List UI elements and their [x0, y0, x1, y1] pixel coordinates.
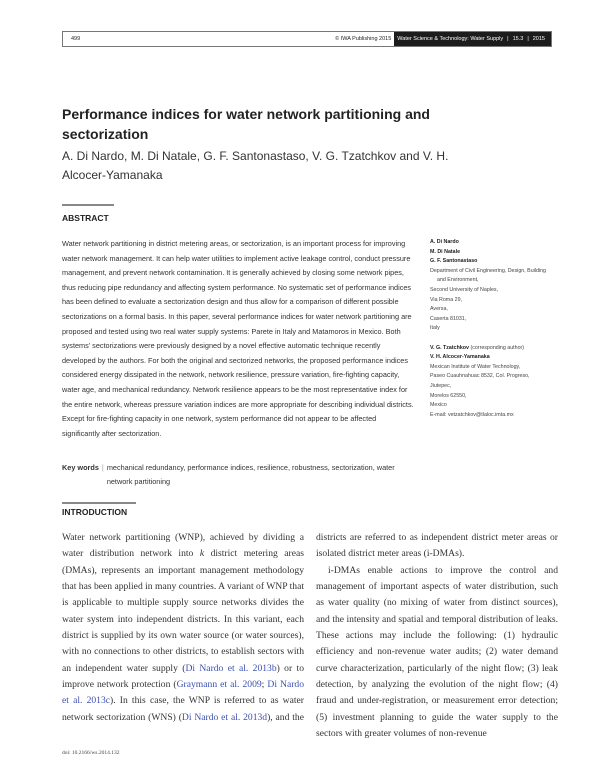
citation-link[interactable]: Di Nardo et al. 2013b: [185, 662, 277, 674]
affil-line: Jiutepec,: [430, 382, 452, 389]
introduction-body: [62, 530, 558, 746]
affil-line: Second University of Naples,: [430, 286, 499, 293]
affil-line: Mexico: [430, 402, 447, 409]
section-rule: [62, 502, 136, 504]
volume: 15.3: [512, 36, 524, 42]
affil-line: Department of Civil Engineering, Design, Building: [430, 267, 547, 274]
page-number: 499: [71, 36, 81, 42]
introduction-heading: INTRODUCTION: [62, 507, 128, 517]
article-title: Performance indices for water network partitioning and sectorization: [62, 106, 430, 142]
body-text: ), and the districts are referred to as independent district meter areas or isolated district meter areas (i-DMAs).: [267, 532, 558, 723]
abstract-heading: ABSTRACT: [62, 213, 109, 223]
author-affiliations: [430, 238, 570, 420]
affil-line: Paseo Cuauhnahuac 8532, Col. Progreso,: [430, 373, 530, 380]
abstract-text: Water network partitioning in district metering areas, or sectorization, is an important process for improving water network management. It can help water utilities to implement active leakage control, conduct pressure management, and prevent network contamination. It is generally achieved by closing some network pipes, thus reducing pipe redundancy and affecting system performance. No systematic set of performance indices has been defined to evaluate a sectorization design and thus allow for a comparison of different possible sectorizations on a formal basis. In this paper, several performance indices for water network partitioning are proposed and tested using two real water supply systems: Parete in Italy and Matamoros in Mexico. Both systems' sectorizations were previously designed by a novel effective automatic technique recently developed by the authors. For both the original and sectorized networks, the proposed performance indices considered energy dissipated in the network, network resilience, pressure variation, fire-fighting capacity, water age, and mechanical redundancy. Network resilience appears to be the most representative index for the entire network, whereas pressure variation indices are more appropriate for describing individual districts. Except for fire-fighting capacity in one network, system performance did not appear to be affected significantly after sectorization.: [62, 239, 414, 438]
body-paragraph: i-DMAs enable actions to improve the control and management of important aspects of water distribution, such as water quality (no mixing of water from distinct sources), and the intensity and spatial and temporal distribution of leaks. These actions may include the following: (1) hydraulic efficiency and non-revenue water audits; (2) water demand curve characterization, particularly of the night flow; (3) leak detection, by analyzing the evolution of the night flow; (4) fraud and under-registration, or measurement error detection; (5) investment planning to guide the water supply to the sectors with greater volumes of non-revenue: [316, 564, 558, 740]
affil-line: Aversa,: [430, 306, 448, 313]
year: 2015: [532, 36, 545, 42]
keywords-label: Key words: [62, 463, 99, 472]
affil-author: M. Di Natale: [430, 248, 461, 255]
body-text: ). In this case, the WNP is referred to as water network sectorization (WNS) (: [62, 695, 304, 723]
journal-name: Water Science & Technology: Water Supply: [397, 36, 504, 42]
affil-author: V. H. Alcocer-Yamanaka: [430, 354, 490, 361]
body-text: k: [199, 548, 205, 560]
citation-link[interactable]: Di Nardo et al. 2013c: [62, 679, 304, 707]
body-text: ) or to improve network protection (: [62, 662, 304, 691]
keywords: Key words | mechanical redundancy, performance indices, resilience, robustness, sectorization, water network partitioning: [62, 461, 415, 489]
affil-line: Italy: [430, 325, 440, 332]
body-text: ;: [261, 679, 268, 691]
affil-line: Via Roma 29,: [430, 296, 462, 303]
affil-author: A. Di Nardo: [430, 239, 459, 245]
journal-banner: Water Science & Technology: Water Supply | 15.3 | 2015: [394, 32, 551, 46]
affil-author: V. G. Tzatchkov: [430, 344, 469, 351]
running-header: [62, 31, 552, 47]
doi: doi: 10.2166/ws.2014.132: [62, 750, 120, 756]
publisher: © IWA Publishing 2015: [335, 36, 392, 42]
affil-line: and Environment,: [437, 277, 479, 284]
email: E-mail: vetzatchkov@tlaloc.imta.mx: [430, 411, 514, 418]
author-list: A. Di Nardo, M. Di Natale, G. F. Santonastaso, V. G. Tzatchkov and V. H. Alcocer-Yamanaka: [62, 149, 449, 182]
corresponding-note: (corresponding author): [470, 344, 525, 351]
affil-author: G. F. Santonastaso: [430, 258, 478, 265]
section-rule: [62, 204, 114, 206]
citation-link[interactable]: Graymann et al. 2009: [176, 679, 262, 691]
affil-line: Mexican Institute of Water Technology,: [430, 363, 521, 370]
body-text: district metering areas (DMAs), represents an important management methodology that has been applied in many countries. A variant of WNP that is applicable to multiple supply source networks divides the water system into independent districts. In this variant, each district is supplied by its own water source (or water sources), with no connections to other districts, to establish sectors with an independent water supply (: [62, 548, 304, 674]
body-text: Water network partitioning (WNP), achieved by dividing a water distribution network into: [62, 532, 304, 560]
citation-link[interactable]: Di Nardo et al. 2013d: [181, 711, 268, 723]
keywords-list: mechanical redundancy, performance indices, resilience, robustness, sectorization, water network partitioning: [106, 463, 395, 486]
affil-line: Caserta 81031,: [430, 315, 467, 322]
affil-line: Morelos 62550,: [430, 392, 467, 399]
